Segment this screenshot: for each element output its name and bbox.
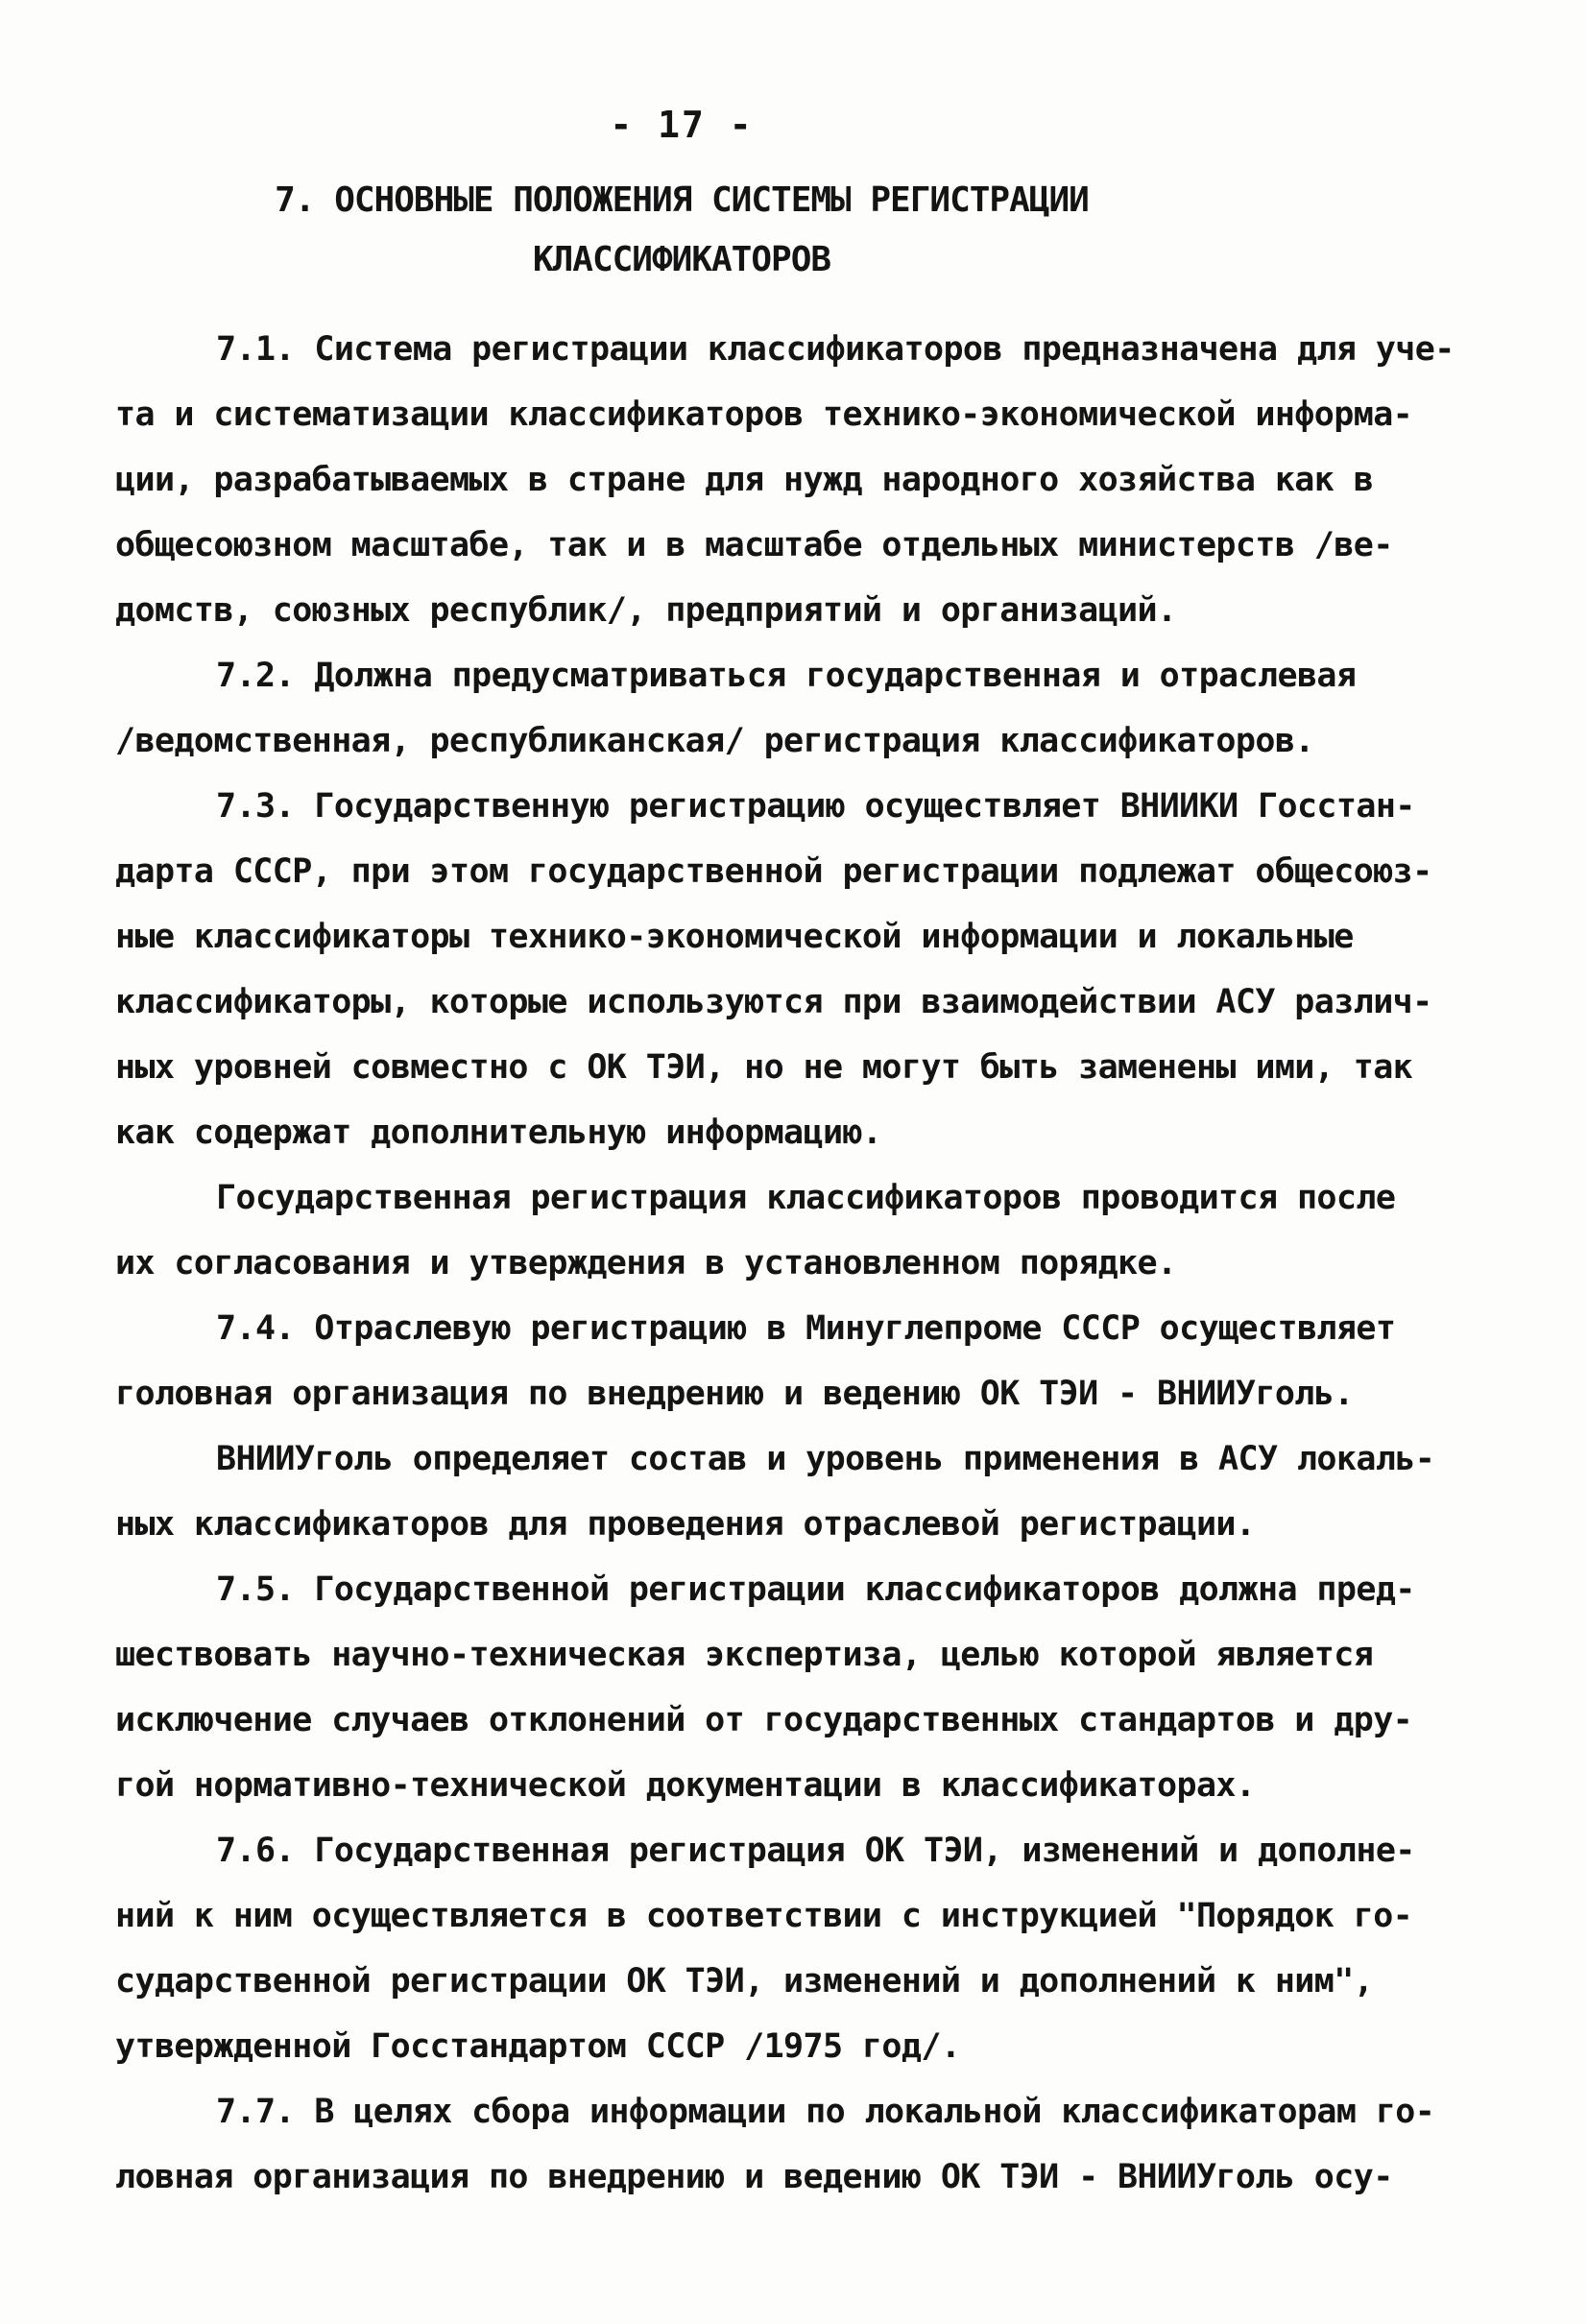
text-line: ные классификаторы технико-экономической информации и локальные (115, 918, 1354, 956)
text-line: как содержат дополнительную информацию. (115, 1114, 882, 1152)
text-line: ловная организация по внедрению и ведению ОК ТЭИ - ВНИИУголь осу- (115, 2158, 1393, 2196)
text-line: ции, разрабатываемых в стране для нужд народного хозяйства как в (115, 461, 1374, 499)
text-line: 7.4. Отраслевую регистрацию в Минуглепроме СССР осуществляет (216, 1309, 1396, 1348)
page-number: - 17 - (610, 104, 754, 146)
text-line: 7.6. Государственная регистрация ОК ТЭИ, изменений и дополне- (216, 1832, 1415, 1870)
text-line: 7.1. Система регистрации классификаторов предназначена для уче- (216, 330, 1455, 369)
text-line: 7.5. Государственной регистрации классификаторов должна пред- (216, 1570, 1415, 1609)
text-line: та и систематизации классификаторов технико-экономической информа- (115, 395, 1413, 434)
text-line: 7.2. Должна предусматриваться государственная и отраслевая (216, 657, 1357, 695)
text-line: ний к ним осуществляется в соответствии с инструкцией "Порядок го- (115, 1897, 1413, 1935)
section-title-line-1: 7. ОСНОВНЫЕ ПОЛОЖЕНИЯ СИСТЕМЫ РЕГИСТРАЦИИ (275, 180, 1089, 220)
text-line: исключение случаев отклонений от государственных стандартов и дру- (115, 1701, 1413, 1739)
section-title-line-2: КЛАССИФИКАТОРОВ (532, 240, 831, 279)
text-line: домств, союзных республик/, предприятий и организаций. (115, 591, 1177, 630)
text-line: ВНИИУголь определяет состав и уровень применения в АСУ локаль- (216, 1440, 1435, 1478)
text-line: ных классификаторов для проведения отраслевой регистрации. (115, 1505, 1256, 1544)
text-line: классификаторы, которые используются при взаимодействии АСУ различ- (115, 983, 1432, 1021)
text-line: сударственной регистрации ОК ТЭИ, изменений и дополнений к ним", (115, 1962, 1374, 2001)
text-line: общесоюзном масштабе, так и в масштабе отдельных министерств /ве- (115, 526, 1393, 564)
text-line: Государственная регистрация классификаторов проводится после (216, 1179, 1396, 1217)
text-line: 7.7. В целях сбора информации по локальной классификаторам го- (216, 2093, 1435, 2131)
text-line: их согласования и утверждения в установленном порядке. (115, 1244, 1177, 1282)
text-line: 7.3. Государственную регистрацию осуществляет ВНИИКИ Госстан- (216, 787, 1415, 826)
section-title (0, 171, 1363, 290)
text-line: ных уровней совместно с ОК ТЭИ, но не могут быть заменены ими, так (115, 1048, 1413, 1087)
text-line: дарта СССР, при этом государственной регистрации подлежат общесоюз- (115, 852, 1432, 891)
text-line: утвержденной Госстандартом СССР /1975 год/. (115, 2027, 961, 2066)
body-text (115, 317, 1479, 2210)
text-line: /ведомственная, республиканская/ регистрация классификаторов. (115, 722, 1314, 760)
text-line: головная организация по внедрению и ведению ОК ТЭИ - ВНИИУголь. (115, 1375, 1354, 1413)
text-line: гой нормативно-технической документации в классификаторах. (115, 1766, 1256, 1805)
text-line: шествовать научно-техническая экспертиза, целью которой является (115, 1636, 1374, 1674)
